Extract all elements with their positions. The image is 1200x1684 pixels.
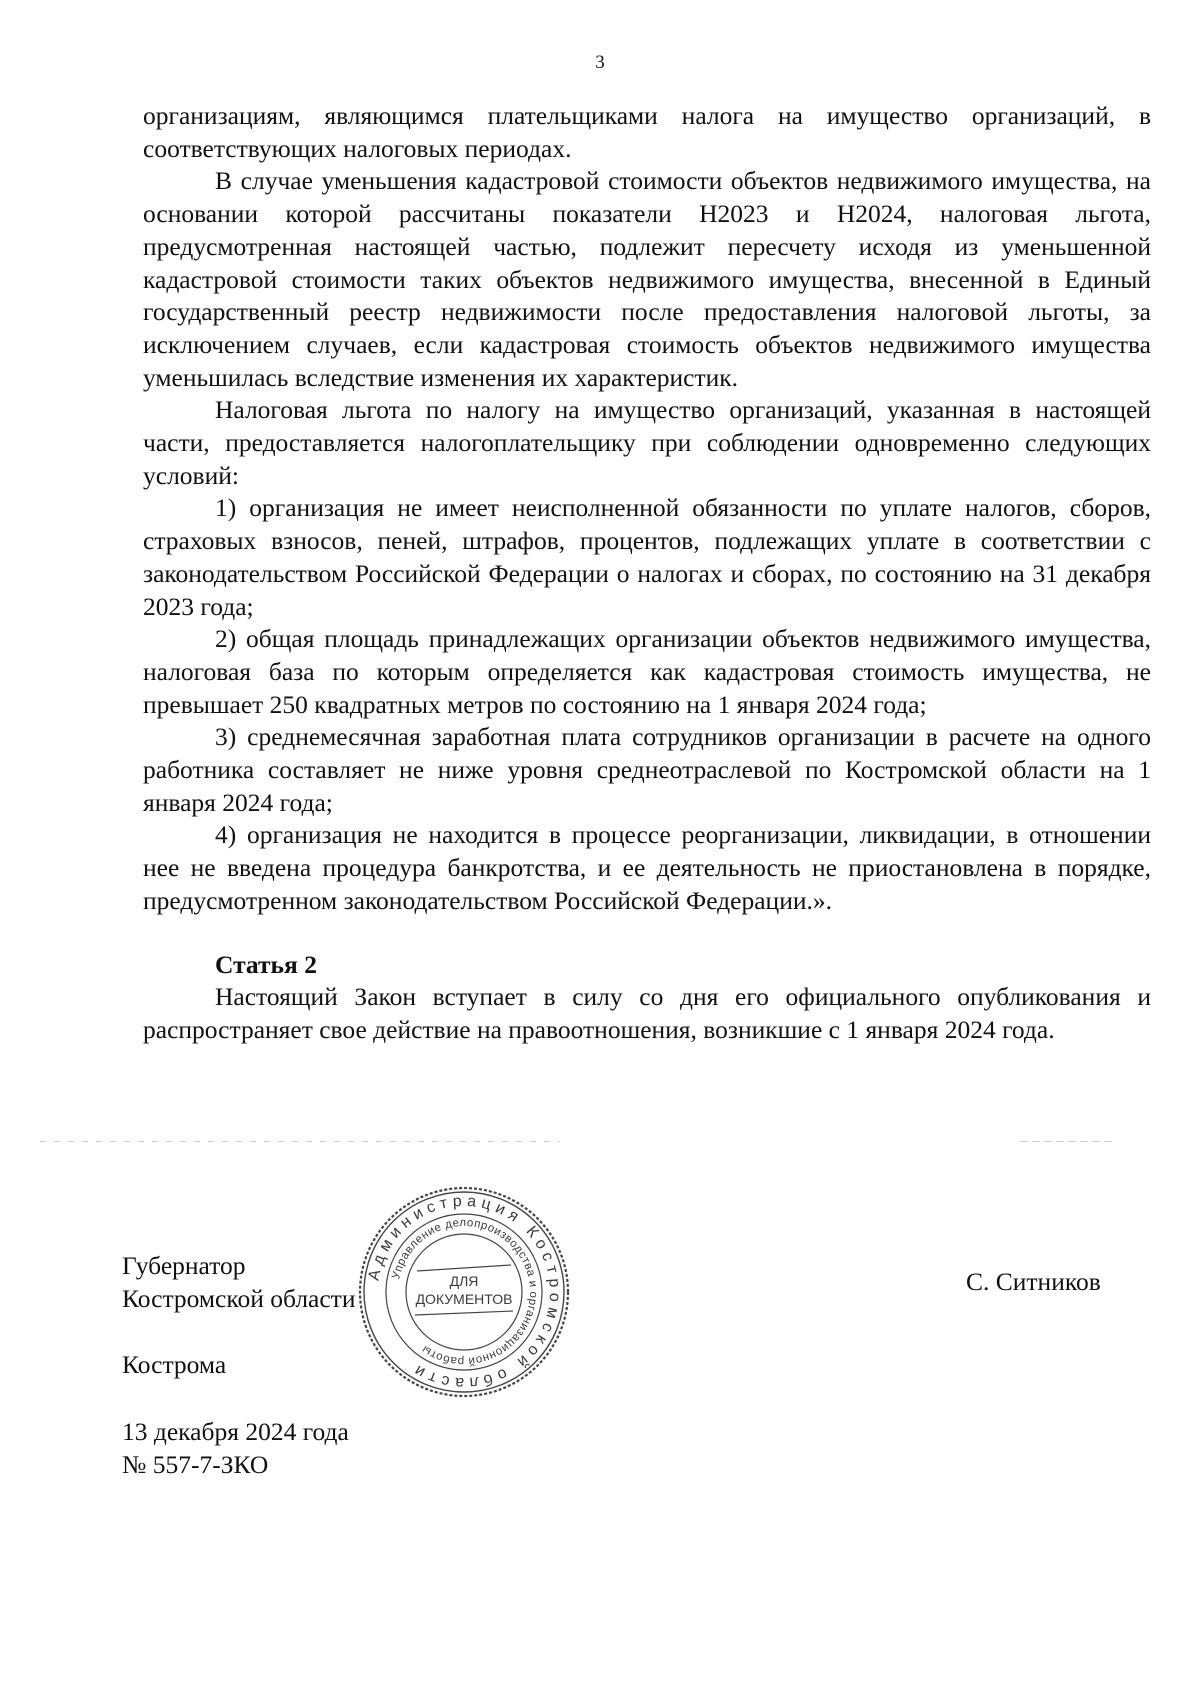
- place-of-signing: Кострома: [122, 1350, 227, 1379]
- condition-item-1: 1) организация не имеет неисполненной обязанности по уплате налогов, сборов, страховых взносов, пеней, штрафов, процентов, подлежащих уплате в соответствии с законодательством Российской Федерации о налогах и сборах, по состоянию на 31 декабря 2023 года;: [143, 493, 1151, 621]
- official-stamp-seal: [357, 1185, 571, 1399]
- stamp-outer-text: Администрация Костромской области: [365, 1192, 564, 1392]
- stamp-inner-text: Управление делопроизводства и организационной работы: [390, 1216, 540, 1368]
- signatory-name: С. Ситников: [966, 1267, 1101, 1296]
- page-number: 3: [595, 52, 605, 73]
- law-text-body: [143, 100, 1151, 1047]
- condition-item-2: 2) общая площадь принадлежащих организации объектов недвижимого имущества, налоговая база по которым определяется как кадастровая стоимость имущества, не превышает 250 квадратных метров по состоянию на 1 января 2024 года;: [143, 624, 1151, 719]
- signatory-title-line1: Губернатор: [122, 1251, 246, 1280]
- scan-artifact-line: [40, 1141, 560, 1142]
- paragraph-cadastral-reduction: В случае уменьшения кадастровой стоимости объектов недвижимого имущества, на основании которой рассчитаны показатели Н2023 и Н2024, налоговая льгота, предусмотренная настоящей частью, подлежит пересчету исходя из уменьшенной кадастровой стоимости таких объектов недвижимого имущества, внесенной в Единый государственный реестр недвижимости после предоставления налоговой льготы, за исключением случаев, если кадастровая стоимость объектов недвижимого имущества уменьшилась вследствие изменения их характеристик.: [143, 166, 1151, 392]
- condition-item-4: 4) организация не находится в процессе реорганизации, ликвидации, в отношении нее не введена процедура банкротства, и ее деятельность не приостановлена в порядке, предусмотренном законодательством Российской Федерации.».: [143, 820, 1151, 915]
- article-text: Настоящий Закон вступает в силу со дня его официального опубликования и распространяет свое действие на правоотношения, возникшие с 1 января 2024 года.: [143, 982, 1151, 1044]
- law-date-number: [122, 1415, 349, 1481]
- article-heading: Статья 2: [215, 949, 317, 979]
- law-date: 13 декабря 2024 года: [122, 1417, 349, 1446]
- law-number: № 557-7-ЗКО: [122, 1450, 269, 1479]
- paragraph-benefit-conditions: Налоговая льгота по налогу на имущество организаций, указанная в настоящей части, предоставляется налогоплательщику при соблюдении одновременно следующих условий:: [143, 395, 1151, 490]
- signatory-title-line2: Костромской области: [122, 1284, 356, 1313]
- condition-item-3: 3) среднемесячная заработная плата сотрудников организации в расчете на одного работника составляет не ниже уровня среднеотраслевой по Костромской области на 1 января 2024 года;: [143, 722, 1151, 817]
- scan-artifact-line: [1020, 1141, 1115, 1142]
- signatory-title: [122, 1249, 355, 1315]
- stamp-center-line2: ДОКУМЕНТОВ: [415, 1291, 513, 1307]
- stamp-center-line1: ДЛЯ: [449, 1273, 479, 1289]
- paragraph-continuation: организациям, являющимся плательщиками налога на имущество организаций, в соответствующих налоговых периодах.: [143, 101, 1151, 163]
